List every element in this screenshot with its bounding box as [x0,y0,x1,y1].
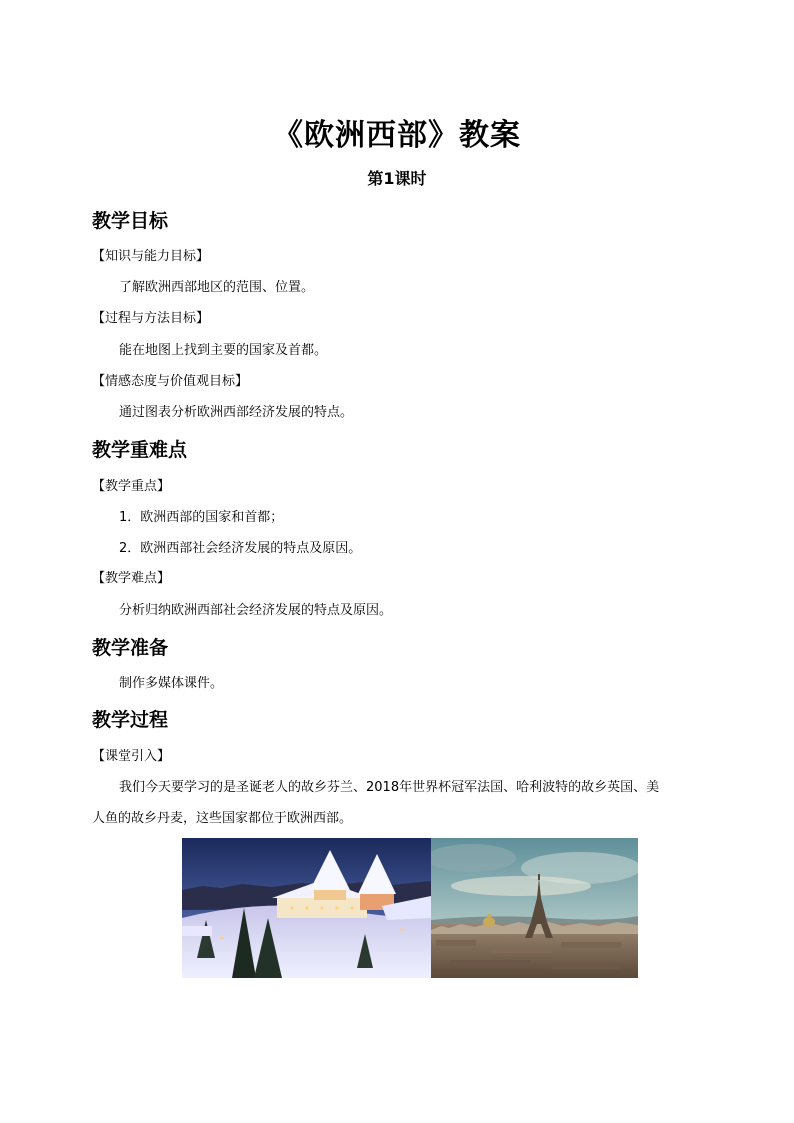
text-intro-line2: 人鱼的故乡丹麦，这些国家都位于欧洲西部。 [92,811,353,826]
text-prep: 制作多媒体课件。 [119,676,224,691]
paris-image [431,838,638,978]
heading-process: 教学过程 [92,709,169,731]
heading-objectives: 教学目标 [92,210,169,232]
document-subtitle: 第1课时 [367,169,427,188]
heading-keypoints: 教学重难点 [92,439,188,461]
text-focus-1: 1．欧洲西部的国家和首都； [119,510,284,525]
text-focus-2: 2．欧洲西部社会经济发展的特点及原因。 [119,541,362,556]
heading-prep: 教学准备 [92,637,169,659]
text-emotion: 通过图表分析欧洲西部经济发展的特点。 [119,405,354,420]
text-knowledge: 了解欧洲西部地区的范围、位置。 [119,280,315,295]
label-focus: 【教学重点】 [92,479,171,494]
label-intro: 【课堂引入】 [92,749,171,764]
label-emotion: 【情感态度与价值观目标】 [92,374,249,389]
label-difficulty: 【教学难点】 [92,571,171,586]
document-title: 《欧洲西部》教案 [273,118,521,153]
text-intro-line1: 我们今天要学习的是圣诞老人的故乡芬兰、2018年世界杯冠军法国、哈利波特的故乡英国、美 [119,780,660,795]
photo-santa-village [182,838,431,978]
text-process-method: 能在地图上找到主要的国家及首都。 [119,343,328,358]
label-process-method: 【过程与方法目标】 [92,311,210,326]
santa-village-image [182,838,431,978]
label-knowledge: 【知识与能力目标】 [92,249,210,264]
photo-paris [431,838,638,978]
text-difficulty: 分析归纳欧洲西部社会经济发展的特点及原因。 [119,603,393,618]
